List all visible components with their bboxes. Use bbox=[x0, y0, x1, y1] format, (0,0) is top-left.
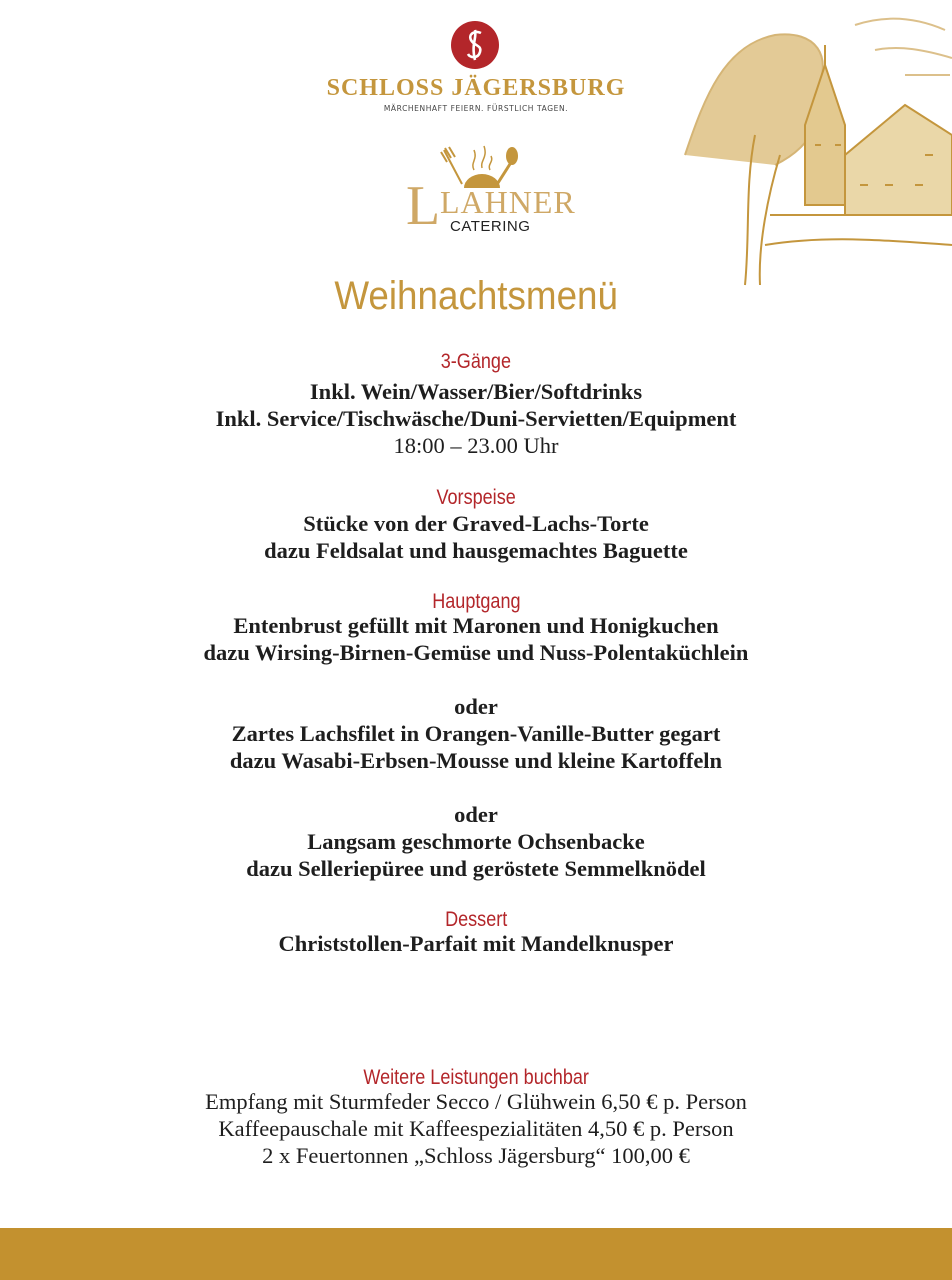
event-time: 18:00 – 23.00 Uhr bbox=[393, 433, 559, 458]
dish-line: dazu Selleriepüree und geröstete Semmelknödel bbox=[246, 856, 706, 881]
brand-tagline: MÄRCHENHAFT FEIERN. FÜRSTLICH TAGEN. bbox=[383, 104, 569, 113]
dessert-heading: Dessert bbox=[444, 908, 508, 931]
starter-heading: Vorspeise bbox=[436, 486, 516, 509]
dish-line: Zartes Lachsfilet in Orangen-Vanille-Butter gegart bbox=[231, 721, 721, 746]
dish-line: dazu Feldsalat und hausgemachtes Baguette bbox=[264, 538, 688, 563]
or-separator: oder bbox=[454, 694, 498, 719]
courses-heading: 3-Gänge bbox=[440, 350, 512, 373]
extras-heading: Weitere Leistungen buchbar bbox=[363, 1066, 589, 1089]
starter-section bbox=[0, 486, 952, 564]
menu-title: Weihnachtsmenü bbox=[334, 274, 618, 318]
caterer-sub: CATERING bbox=[450, 218, 531, 235]
dish-line: Christstollen-Parfait mit Mandelknusper bbox=[278, 931, 674, 956]
caterer-initial: L bbox=[406, 175, 441, 237]
extra-line: 2 x Feuertonnen „Schloss Jägersburg“ 100,00 € bbox=[262, 1143, 690, 1168]
menu-title-wrap bbox=[0, 274, 952, 319]
dish-line: Entenbrust gefüllt mit Maronen und Honigkuchen bbox=[233, 613, 719, 638]
dish-line: dazu Wasabi-Erbsen-Mousse und kleine Kartoffeln bbox=[229, 748, 723, 773]
intro-line: Inkl. Service/Tischwäsche/Duni-Servietten/Equipment bbox=[215, 406, 737, 431]
footer-bar bbox=[0, 1228, 952, 1280]
main-section bbox=[0, 590, 952, 882]
dessert-section bbox=[0, 908, 952, 957]
brand-name: SCHLOSS JÄGERSBURG bbox=[326, 75, 626, 101]
dish-line: Stücke von der Graved-Lachs-Torte bbox=[303, 511, 649, 536]
extras-section bbox=[0, 1066, 952, 1169]
dish-line: Langsam geschmorte Ochsenbacke bbox=[307, 829, 645, 854]
castle-sketch-illustration bbox=[675, 5, 952, 295]
intro-section bbox=[0, 350, 952, 459]
extra-line: Empfang mit Sturmfeder Secco / Glühwein 6,50 € p. Person bbox=[205, 1089, 747, 1114]
caterer-name: LAHNER bbox=[440, 184, 576, 220]
schloss-monogram-icon bbox=[451, 21, 499, 69]
or-separator: oder bbox=[454, 802, 498, 827]
extra-line: Kaffeepauschale mit Kaffeespezialitäten 4,50 € p. Person bbox=[218, 1116, 734, 1141]
dish-line: dazu Wirsing-Birnen-Gemüse und Nuss-Polentaküchlein bbox=[203, 640, 749, 665]
main-heading: Hauptgang bbox=[431, 590, 521, 613]
intro-line: Inkl. Wein/Wasser/Bier/Softdrinks bbox=[309, 379, 643, 404]
